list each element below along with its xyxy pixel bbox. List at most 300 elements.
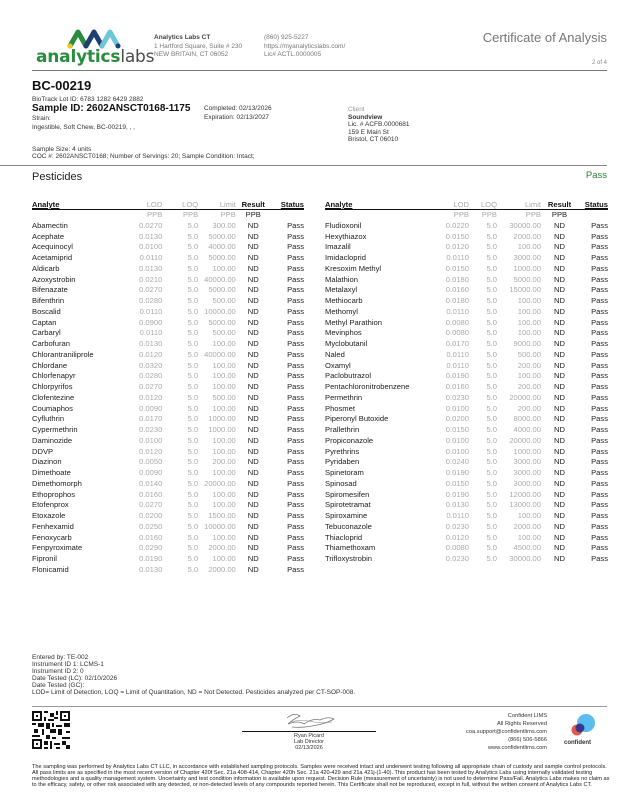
- result-value: ND: [247, 489, 259, 499]
- lod-value: 0.0150: [445, 263, 469, 273]
- table-row: [32, 371, 304, 382]
- lod-value: 0.0160: [139, 489, 163, 499]
- result-value: ND: [247, 511, 259, 520]
- loq-value: 5.0: [187, 564, 199, 574]
- lod-value: 0.0100: [445, 446, 469, 456]
- analyte-name: Tebuconazole: [325, 521, 372, 531]
- status-value: Pass: [591, 349, 608, 359]
- lod-value: 0.0130: [139, 231, 163, 241]
- analyte-name: Azoxystrobin: [32, 274, 76, 284]
- header-status: Status: [584, 200, 608, 209]
- limit-value: 3000.00: [513, 478, 541, 488]
- header-limit: Limit: [524, 200, 541, 209]
- status-value: Pass: [287, 339, 304, 348]
- table-row: [32, 361, 304, 372]
- limit-value: 100.00: [212, 446, 236, 456]
- status-value: Pass: [591, 446, 608, 456]
- status-value: Pass: [591, 489, 608, 499]
- lims-email[interactable]: coa.support@confidentlims.com: [465, 729, 547, 735]
- result-value: ND: [247, 306, 259, 316]
- table-row: [325, 350, 608, 361]
- loq-value: 5.0: [486, 360, 497, 370]
- sample-matrix: Ingestible, Soft Chew, BC-00219, , ,: [32, 123, 135, 131]
- lod-value: 0.0290: [139, 543, 163, 553]
- loq-value: 5.0: [486, 253, 497, 262]
- lod-value: 0.0150: [445, 231, 469, 241]
- loq-value: 5.0: [187, 339, 199, 348]
- result-value: ND: [247, 263, 259, 273]
- sample-dates: [204, 105, 272, 122]
- loq-value: 5.0: [486, 392, 497, 402]
- analyte-name: Pentachloronitrobenzene: [325, 382, 410, 391]
- lod-value: 0.0050: [139, 457, 163, 467]
- limit-value: 1000.00: [208, 425, 236, 434]
- status-value: Pass: [591, 263, 608, 273]
- loq-value: 5.0: [187, 360, 199, 370]
- result-value: ND: [554, 306, 565, 316]
- limit-value: 2000.00: [208, 543, 236, 553]
- limit-value: 200.00: [517, 403, 541, 413]
- limit-value: 40000.00: [204, 349, 236, 359]
- result-value: ND: [247, 403, 259, 413]
- lod-value: 0.0140: [139, 478, 163, 488]
- limit-value: 20000.00: [204, 478, 236, 488]
- loq-value: 5.0: [187, 425, 199, 434]
- status-value: Pass: [287, 532, 304, 542]
- analyte-name: Hexythiazox: [325, 231, 367, 241]
- status-value: Pass: [591, 521, 608, 531]
- limit-value: 100.00: [517, 371, 541, 381]
- header-loq: LOQ: [480, 200, 497, 209]
- lod-value: 0.0080: [445, 543, 469, 553]
- analyte-name: Daminozide: [32, 435, 73, 445]
- limit-value: 100.00: [212, 403, 236, 413]
- result-value: ND: [554, 392, 565, 402]
- lod-value: 0.0190: [445, 468, 469, 477]
- table-row: [32, 296, 304, 307]
- result-value: ND: [554, 274, 565, 284]
- limit-value: 20000.00: [509, 435, 541, 445]
- limit-value: 9000.00: [513, 339, 541, 348]
- limit-value: 100.00: [517, 306, 541, 316]
- loq-value: 5.0: [486, 371, 497, 381]
- table-row: [325, 533, 608, 544]
- table-row: [32, 232, 304, 243]
- analyte-name: Mevinphos: [325, 328, 362, 338]
- biotrack-lot-id: BioTrack Lot ID: 6783 1282 6429 2882: [32, 96, 144, 103]
- loq-value: 5.0: [187, 220, 199, 230]
- loq-value: 5.0: [486, 317, 497, 327]
- table-row: [32, 253, 304, 264]
- lod-value: 0.0230: [445, 521, 469, 531]
- result-value: ND: [247, 521, 259, 531]
- result-value: ND: [247, 446, 259, 456]
- analyte-name: Chlorantraniliprole: [32, 349, 94, 359]
- limit-value: 100.00: [212, 371, 236, 381]
- status-value: Pass: [287, 543, 304, 553]
- loq-value: 5.0: [187, 543, 199, 553]
- table-row: [325, 382, 608, 393]
- result-value: ND: [247, 478, 259, 488]
- lod-value: 0.0090: [139, 468, 163, 477]
- limit-value: 20000.00: [509, 392, 541, 402]
- analyte-name: Acephate: [32, 231, 65, 241]
- result-value: ND: [247, 468, 259, 477]
- result-value: ND: [554, 511, 565, 520]
- limit-value: 2000.00: [513, 231, 541, 241]
- entered-by: Entered by: TE-002: [32, 654, 89, 661]
- result-value: ND: [554, 371, 565, 381]
- result-value: ND: [554, 489, 565, 499]
- limit-value: 2000.00: [513, 521, 541, 531]
- table-row: [32, 511, 304, 522]
- loq-value: 5.0: [486, 263, 497, 273]
- loq-value: 5.0: [486, 521, 497, 531]
- lod-value: 0.0160: [139, 532, 163, 542]
- table-row: [32, 425, 304, 436]
- lab-phone: (860) 925-5227: [264, 34, 309, 41]
- lod-value: 0.0240: [445, 457, 469, 467]
- limit-value: 1000.00: [513, 446, 541, 456]
- limit-value: 30000.00: [509, 554, 541, 563]
- section-status-badge: Pass: [585, 170, 607, 181]
- test-notes: [32, 654, 355, 696]
- coc-info: COC #: 2602ANSCT0168; Number of Servings: 20; Sample Condition: Intact;: [32, 153, 255, 160]
- signer-date: 02/13/2026: [295, 745, 323, 751]
- status-value: Pass: [287, 296, 304, 305]
- table-row: [325, 275, 608, 286]
- loq-value: 5.0: [187, 371, 199, 381]
- result-value: ND: [554, 328, 565, 338]
- lod-value: 0.0120: [139, 392, 163, 402]
- status-value: Pass: [591, 392, 608, 402]
- table-unit-row: [32, 210, 304, 221]
- limit-value: 1500.00: [208, 511, 236, 520]
- logo-text-bold: analytics: [36, 47, 121, 67]
- analyte-name: DDVP: [32, 446, 54, 456]
- table-row: [32, 318, 304, 329]
- status-value: Pass: [591, 511, 608, 520]
- lims-phone: (866) 506-5866: [508, 737, 547, 743]
- status-value: Pass: [287, 554, 304, 563]
- lod-value: 0.0110: [446, 306, 469, 316]
- analyte-name: Imazalil: [325, 242, 351, 252]
- analyte-name: Permethrin: [325, 392, 363, 402]
- table-row: [32, 307, 304, 318]
- table-row: [325, 393, 608, 404]
- result-value: ND: [247, 414, 259, 424]
- loq-value: 5.0: [187, 478, 199, 488]
- loq-value: 5.0: [486, 285, 497, 295]
- limit-value: 10000.00: [204, 306, 236, 316]
- analyte-name: Imidacloprid: [325, 253, 366, 262]
- limit-value: 100.00: [212, 500, 236, 510]
- sample-meta: [32, 146, 255, 160]
- table-row: [32, 275, 304, 286]
- instrument-2: Instrument ID 2: 0: [32, 668, 84, 675]
- status-value: Pass: [287, 457, 304, 467]
- limit-value: 1000.00: [208, 414, 236, 424]
- lab-license: Lic# ACTL.0000005: [264, 51, 322, 58]
- status-value: Pass: [287, 500, 304, 510]
- result-value: ND: [247, 554, 259, 563]
- loq-value: 5.0: [187, 468, 199, 477]
- unit-limit: PPB: [525, 210, 541, 219]
- table-row: [325, 500, 608, 511]
- lod-value: 0.0080: [445, 328, 469, 338]
- table-row: [32, 533, 304, 544]
- analyte-name: Acetamiprid: [32, 253, 73, 262]
- loq-value: 5.0: [486, 296, 497, 305]
- analyte-name: Cypermethrin: [32, 425, 78, 434]
- limit-value: 100.00: [212, 489, 236, 499]
- analyte-name: Fenoxycarb: [32, 532, 72, 542]
- analyte-name: Carbaryl: [32, 328, 61, 338]
- status-value: Pass: [591, 414, 608, 424]
- lod-value: 0.0150: [445, 425, 469, 434]
- loq-value: 5.0: [187, 263, 199, 273]
- limit-value: 100.00: [212, 435, 236, 445]
- result-value: ND: [247, 296, 259, 305]
- analyte-name: Piperonyl Butoxide: [325, 414, 389, 424]
- result-value: ND: [247, 564, 259, 574]
- table-row: [325, 490, 608, 501]
- table-row: [32, 565, 304, 576]
- strain-label: Strain:: [32, 115, 51, 122]
- header-result: Result: [547, 200, 572, 209]
- status-value: Pass: [287, 349, 304, 359]
- result-value: ND: [247, 532, 259, 542]
- status-value: Pass: [591, 382, 608, 391]
- lims-website[interactable]: www.confidentlims.com: [487, 745, 547, 751]
- limit-value: 100.00: [517, 296, 541, 305]
- lod-value: 0.0220: [445, 220, 469, 230]
- limit-value: 5000.00: [513, 274, 541, 284]
- limit-value: 500.00: [212, 296, 236, 305]
- result-value: ND: [247, 253, 259, 262]
- loq-value: 5.0: [486, 425, 497, 434]
- table-row: [325, 414, 608, 425]
- limit-value: 100.00: [212, 360, 236, 370]
- lod-value: 0.0110: [446, 253, 469, 262]
- loq-value: 5.0: [187, 532, 199, 542]
- result-value: ND: [554, 446, 565, 456]
- loq-value: 5.0: [486, 489, 497, 499]
- signature-image: [242, 710, 376, 732]
- status-value: Pass: [287, 231, 304, 241]
- loq-value: 5.0: [187, 274, 199, 284]
- analyte-name: Chlorpyrifos: [32, 382, 73, 391]
- status-value: Pass: [591, 296, 608, 305]
- analyte-name: Boscalid: [32, 306, 61, 316]
- status-value: Pass: [287, 306, 304, 316]
- analyte-name: Methomyl: [325, 306, 358, 316]
- lod-value: 0.0100: [445, 403, 469, 413]
- lod-value: 0.0190: [445, 489, 469, 499]
- lod-value: 0.0110: [139, 306, 163, 316]
- result-value: ND: [554, 231, 565, 241]
- date-tested-lc: Date Tested (LC): 02/10/2026: [32, 675, 118, 682]
- analyte-name: Thiamethoxam: [325, 543, 376, 553]
- lab-website[interactable]: https://myanalyticslabs.com/: [264, 42, 346, 50]
- limit-value: 4500.00: [513, 543, 541, 553]
- lab-address-2: NEW BRITAIN, CT 06052: [154, 51, 229, 58]
- header-loq: LOQ: [182, 200, 199, 209]
- section-title: Pesticides: [32, 171, 83, 183]
- table-row: [32, 414, 304, 425]
- analyte-name: Metalaxyl: [325, 285, 358, 295]
- status-value: Pass: [287, 242, 304, 252]
- loq-value: 5.0: [187, 285, 199, 295]
- status-value: Pass: [287, 478, 304, 488]
- status-value: Pass: [287, 371, 304, 381]
- loq-value: 5.0: [486, 403, 497, 413]
- loq-value: 5.0: [486, 414, 497, 424]
- analyte-name: Oxamyl: [325, 360, 351, 370]
- loq-value: 5.0: [486, 478, 497, 488]
- table-row: [32, 221, 304, 232]
- lod-value: 0.0180: [445, 296, 469, 305]
- table-row: [32, 393, 304, 404]
- table-row: [32, 490, 304, 501]
- table-row: [32, 350, 304, 361]
- status-value: Pass: [591, 435, 608, 445]
- limit-value: 500.00: [517, 349, 541, 359]
- analyte-name: Carbofuran: [32, 339, 70, 348]
- result-value: ND: [554, 425, 565, 434]
- unit-loq: PPB: [182, 210, 199, 219]
- limit-value: 100.00: [517, 511, 541, 520]
- header-limit: Limit: [219, 200, 236, 209]
- result-value: ND: [247, 285, 259, 295]
- table-row: [325, 264, 608, 275]
- status-value: Pass: [287, 285, 304, 295]
- signer-info: [242, 733, 376, 751]
- loq-value: 5.0: [486, 532, 497, 542]
- qr-code-icon[interactable]: [32, 711, 70, 749]
- lod-value: 0.0100: [139, 435, 163, 445]
- lod-value: 0.0130: [445, 500, 469, 510]
- lod-value: 0.0120: [139, 349, 163, 359]
- table-row: [325, 296, 608, 307]
- header-analyte: Analyte: [325, 200, 353, 209]
- lod-value: 0.0150: [445, 478, 469, 488]
- analyte-name: Ethoprophos: [32, 489, 76, 499]
- loq-value: 5.0: [187, 253, 199, 262]
- analyte-name: Etoxazole: [32, 511, 66, 520]
- unit-result: PPB: [551, 210, 568, 219]
- status-value: Pass: [287, 360, 304, 370]
- loq-value: 5.0: [187, 511, 199, 520]
- lod-value: 0.0190: [445, 371, 469, 381]
- table-row: [325, 554, 608, 565]
- unit-lod: PPB: [453, 210, 469, 219]
- limit-value: 10000.00: [204, 521, 236, 531]
- lod-value: 0.0120: [139, 446, 163, 456]
- table-row: [32, 404, 304, 415]
- status-value: Pass: [591, 532, 608, 542]
- lod-value: 0.0130: [139, 339, 163, 348]
- table-row: [325, 242, 608, 253]
- confident-wordmark: confident: [564, 740, 591, 746]
- limit-value: 100.00: [517, 532, 541, 542]
- lod-value: 0.0200: [445, 414, 469, 424]
- table-row: [32, 457, 304, 468]
- status-value: Pass: [591, 360, 608, 370]
- result-value: ND: [247, 317, 259, 327]
- table-row: [32, 554, 304, 565]
- status-value: Pass: [287, 328, 304, 338]
- result-value: ND: [554, 360, 565, 370]
- status-value: Pass: [287, 253, 304, 262]
- result-value: ND: [554, 403, 565, 413]
- lod-value: 0.0110: [139, 253, 163, 262]
- result-value: ND: [554, 382, 565, 391]
- lod-value: 0.0230: [445, 554, 469, 563]
- status-value: Pass: [591, 274, 608, 284]
- limit-value: 12000.00: [509, 489, 541, 499]
- instrument-1: Instrument ID 1: LCMS-1: [32, 661, 104, 668]
- section-divider: [0, 165, 607, 166]
- analyte-name: Propiconazole: [325, 435, 374, 445]
- table-row: [325, 436, 608, 447]
- result-value: ND: [554, 263, 565, 273]
- result-value: ND: [247, 349, 259, 359]
- loq-value: 5.0: [486, 511, 497, 520]
- analyte-name: Diazinon: [32, 457, 62, 467]
- status-value: Pass: [287, 317, 304, 327]
- analyte-name: Naled: [325, 349, 345, 359]
- loq-value: 5.0: [187, 242, 199, 252]
- loq-value: 5.0: [187, 392, 199, 402]
- analyte-name: Cyfluthrin: [32, 414, 65, 424]
- analyte-name: Spirotetramat: [325, 500, 371, 510]
- lod-value: 0.0100: [445, 435, 469, 445]
- result-value: ND: [554, 500, 565, 510]
- lod-value: 0.0110: [446, 511, 469, 520]
- limit-value: 100.00: [212, 382, 236, 391]
- lod-value: 0.0190: [139, 554, 163, 563]
- analyte-name: Pyridaben: [325, 457, 360, 467]
- result-value: ND: [554, 414, 565, 424]
- result-value: ND: [554, 317, 565, 327]
- limit-value: 15000.00: [509, 285, 541, 295]
- pesticides-table-right: [325, 200, 608, 565]
- disclaimer-text: The sampling was performed by Analytics Labs CT LLC, in accordance with established sampling protocols. Samples were received intact and underwent testing following all appropriate chain of custody and sample control protocols. All pass limits are as specified in the most recent version of Chapter 420f Sec. 21a 408-414, Chapter 420h Sec. 21a 420-429 and 21a 421j-(1-40). This product has been tested by Analytics Labs using internally validated testing methodologies and a quality management system. Uncertainty and test condition information is available upon request. Decision Rule (measurement of uncertainty) is not used to determine Pass/Fail. Analytics Labs makes no claim as to the efficacy, safety, or other risk associated with any detected, or non-detected levels of any compounds reported herein. This Certificate shall not be reproduced, except in full, without the written consent of Analytics Labs CT.: [32, 764, 610, 788]
- result-value: ND: [554, 521, 565, 531]
- status-value: Pass: [591, 285, 608, 295]
- pesticides-table-left: [32, 200, 304, 576]
- limit-value: 3000.00: [513, 253, 541, 262]
- result-value: ND: [247, 242, 259, 252]
- header-divider: [32, 70, 607, 71]
- lod-value: 0.0090: [139, 403, 163, 413]
- table-body-left: [32, 221, 304, 576]
- analyte-name: Aldicarb: [32, 263, 60, 273]
- result-value: ND: [247, 220, 259, 230]
- client-name: Soundview: [348, 113, 383, 121]
- loq-value: 5.0: [187, 500, 199, 510]
- client-address-2: Bristol, CT 06010: [348, 136, 399, 143]
- result-value: ND: [554, 349, 565, 359]
- abbreviation-legend: LOD= Limit of Detection, LOQ = Limit of Quantitation, ND = Not Detected. Pesticides analyzed per CT-SOP-008.: [32, 689, 356, 696]
- result-value: ND: [554, 457, 565, 467]
- limit-value: 5000.00: [208, 285, 236, 295]
- status-value: Pass: [287, 425, 304, 434]
- result-value: ND: [247, 382, 259, 391]
- loq-value: 5.0: [486, 500, 497, 510]
- limit-value: 200.00: [517, 382, 541, 391]
